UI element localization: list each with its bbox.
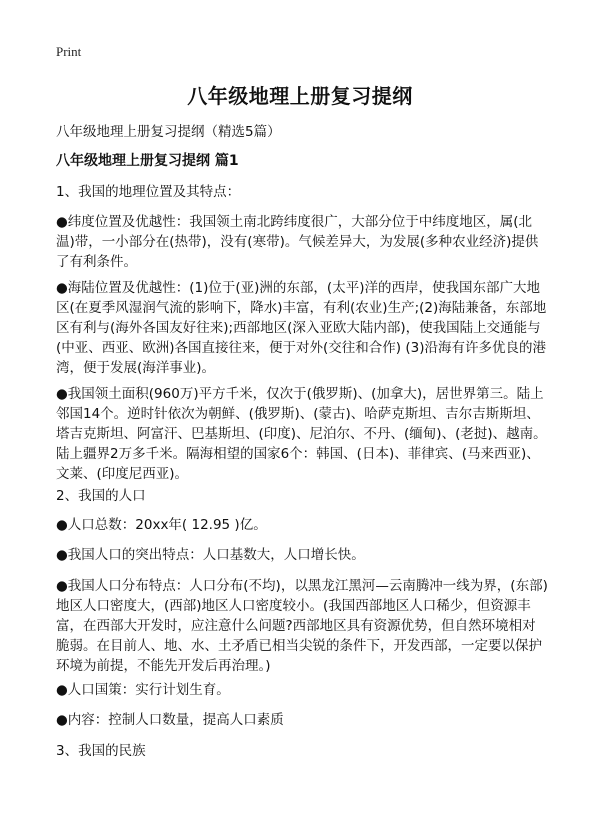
section-heading: 八年级地理上册复习提纲 篇1 (56, 153, 239, 169)
paragraph-territory-area: ●我国领土面积(960万)平方千米，仅次于(俄罗斯)、(加拿大)，居世界第三。陆上邻国14个。逆时针依次为朝鲜、(俄罗斯)、(蒙古)、哈萨克斯坦、吉尔吉斯斯坦、塔吉克斯坦、阿富汗、巴基斯坦、(印度)、尼泊尔、不丹、(缅甸)、(老挝)、越南。陆上疆界2万多千米。隔海相望的国家6个：韩国、(日本)、菲律宾、(马来西亚)、文莱、(印度尼西亚)。 (56, 386, 547, 482)
paragraph-sea-land-position: ●海陆位置及优越性：(1)位于(亚)洲的东部，(太平)洋的西岸，使我国东部广大地区(在夏季风湿润气流的影响下，降水)丰富，有利(农业)生产;(2)海陆兼备，东部地区有利与(海外各国友好往来);西部地区(深入亚欧大陆内部)，使我国陆上交通能与(中亚、西亚、欧洲)各国直接往来，便于对外(交往和合作) (3)沿海有许多优良的港湾，便于发展(海洋事业)。 (56, 280, 547, 376)
paragraph-population-total: ●人口总数：20xx年( 12.95 )亿。 (56, 517, 267, 533)
paragraph-population-heading: 2、我国的人口 (56, 488, 146, 504)
paragraph-latitude-position: ●纬度位置及优越性：我国领土南北跨纬度很广，大部分位于中纬度地区，属(北温)带，一小部分在(热带)，没有(寒带)。气候差异大，为发展(多种农业经济)提供了有利条件。 (56, 214, 539, 270)
paragraph-population-policy: ●人口国策：实行计划生育。 (56, 682, 230, 698)
print-label: Print (56, 44, 82, 59)
paragraph-policy-content: ●内容：控制人口数量，提高人口素质 (56, 712, 284, 728)
paragraph-location-heading: 1、我国的地理位置及其特点： (56, 184, 241, 200)
document-subtitle: 八年级地理上册复习提纲（精选5篇） (56, 124, 281, 140)
paragraph-population-features: ●我国人口的突出特点：人口基数大，人口增长快。 (56, 547, 365, 563)
paragraph-population-distribution: ●我国人口分布特点：人口分布(不均)，以黑龙江黑河—云南腾冲一线为界，(东部)地区人口密度大，(西部)地区人口密度较小。(我国西部地区人口稀少，但资源丰富，在西部大开发时，应注意什么问题?西部地区具有资源优势，但自然环境相对脆弱。在目前人、地、水、土矛盾已相当尖锐的条件下，开发西部，一定要以保护环境为前提，不能先开发后再治理。) (56, 578, 548, 674)
document-title: 八年级地理上册复习提纲 (187, 84, 413, 108)
paragraph-ethnic-heading: 3、我国的民族 (56, 743, 146, 759)
